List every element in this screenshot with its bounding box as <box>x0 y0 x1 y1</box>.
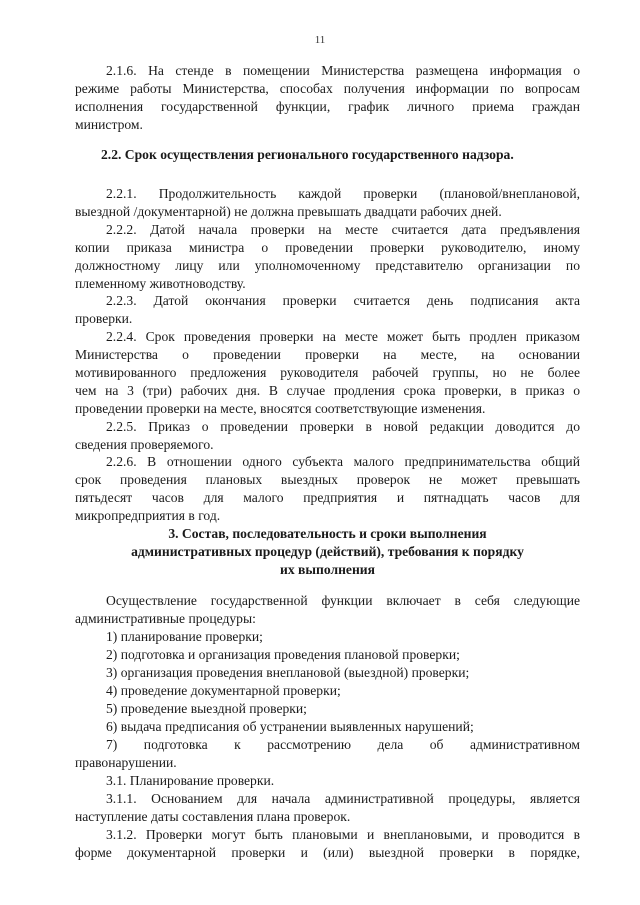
text-line: выездной /документарной) не должна превышать двадцати рабочих дней. <box>75 204 502 219</box>
list-item: 5) проведение выездной проверки; <box>106 701 307 716</box>
page-number: 11 <box>314 34 326 46</box>
text-line: 2.2.5. Приказ о проведении проверки в новой редакции доводится до <box>106 419 580 434</box>
text-line: 3.1. Планирование проверки. <box>106 773 275 788</box>
text-line: 2.2.1. Продолжительность каждой проверки (плановой/внеплановой, <box>106 186 580 201</box>
text-line: административные процедуры: <box>75 611 256 626</box>
text-line: срок проведения плановых выездных проверок не может превышать <box>75 472 580 487</box>
list-item: 3) организация проведения внеплановой (выездной) проверки; <box>106 665 470 680</box>
list-item: 6) выдача предписания об устранении выявленных нарушений; <box>106 719 474 734</box>
text-line: министром. <box>75 117 143 132</box>
chapter-heading: 3. Состав, последовательность и сроки выполнения <box>168 526 487 541</box>
text-line: Осуществление государственной функции включает в себя следующие <box>106 593 580 608</box>
text-line: исполнения государственной функции, график личного приема граждан <box>75 99 580 114</box>
text-line: сведения проверяемого. <box>75 437 214 452</box>
list-item: 4) проведение документарной проверки; <box>106 683 341 698</box>
text-line: 2.2.2. Датой начала проверки на месте считается дата предъявления <box>106 222 580 237</box>
text-line: Министерства о проведении проверки на месте, на основании <box>75 347 580 362</box>
list-item: 1) планирование проверки; <box>106 629 263 644</box>
text-line: форме документарной проверки и (или) выездной проверки в порядке, <box>75 845 580 860</box>
text-line: 2.2.3. Датой окончания проверки считается день подписания акта <box>106 293 580 308</box>
text-line: правонарушении. <box>75 755 177 770</box>
text-line: чем на 3 (три) рабочих дня. В случае продления срока проверки, в приказ о <box>75 383 580 398</box>
text-line: копии приказа министра о проведении проверки руководителю, иному <box>75 240 580 255</box>
text-line: 2.1.6. На стенде в помещении Министерства размещена информация о <box>106 63 580 78</box>
text-line: мотивированного предложения руководителя рабочей группы, но не более <box>75 365 580 380</box>
chapter-heading: административных процедур (действий), требования к порядку <box>131 544 524 559</box>
text-line: племенному животноводству. <box>75 276 246 291</box>
text-line: 2.2.4. Срок проведения проверки на месте может быть продлен приказом <box>106 329 580 344</box>
text-line: проверки. <box>75 311 133 326</box>
text-line: 2.2.6. В отношении одного субъекта малого предпринимательства общий <box>106 454 580 469</box>
text-line: 3.1.1. Основанием для начала административной процедуры, является <box>106 791 580 806</box>
text-line: микропредприятия в год. <box>75 508 221 523</box>
text-line: должностному лицу или уполномоченному представителю организации по <box>75 258 580 273</box>
text-line: пятьдесят часов для малого предприятия и пятнадцать часов для <box>75 490 580 505</box>
text-line: наступление даты составления плана проверок. <box>75 809 351 824</box>
list-item: 7) подготовка к рассмотрению дела об административном <box>106 737 580 752</box>
list-item: 2) подготовка и организация проведения плановой проверки; <box>106 647 460 662</box>
chapter-heading: их выполнения <box>280 562 375 577</box>
text-line: режиме работы Министерства, способах получения информации по вопросам <box>75 81 580 96</box>
text-line: 3.1.2. Проверки могут быть плановыми и внеплановыми, и проводится в <box>106 827 580 842</box>
text-line: проведении проверки на месте, вносятся соответствующие изменения. <box>75 401 486 416</box>
section-heading: 2.2. Срок осуществления регионального государственного надзора. <box>101 147 514 162</box>
